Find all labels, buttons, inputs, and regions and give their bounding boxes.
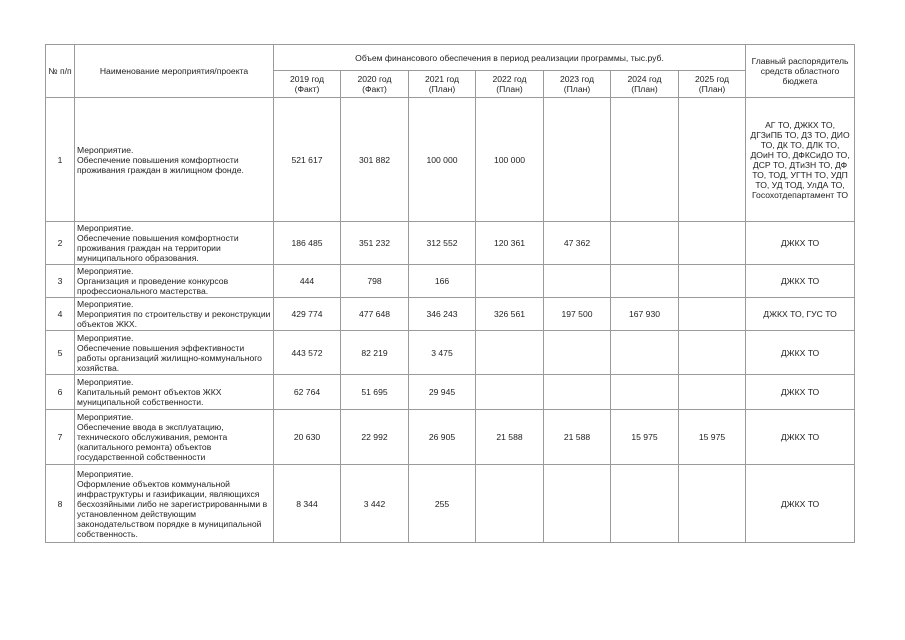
row-number: 4 bbox=[46, 298, 75, 331]
header-year-label: 2024 год bbox=[627, 74, 662, 84]
row-distributor: ДЖКХ ТО bbox=[746, 331, 855, 375]
header-year-type: (План) bbox=[698, 84, 726, 94]
row-value bbox=[679, 465, 746, 543]
row-value: 21 588 bbox=[476, 410, 544, 465]
header-year bbox=[679, 71, 746, 98]
row-value: 477 648 bbox=[341, 298, 409, 331]
row-name: Мероприятие. Организация и проведение конкурсов профессионального мастерства. bbox=[75, 265, 274, 298]
row-name: Мероприятие. Мероприятия по строительству и реконструкции объектов ЖКХ. bbox=[75, 298, 274, 331]
row-value: 326 561 bbox=[476, 298, 544, 331]
header-year bbox=[341, 71, 409, 98]
row-name: Мероприятие. Обеспечение повышения эффективности работы организаций жилищно-коммунального хозяйства. bbox=[75, 331, 274, 375]
row-value: 255 bbox=[409, 465, 476, 543]
row-value bbox=[611, 265, 679, 298]
header-year-label: 2023 год bbox=[559, 74, 595, 84]
row-value: 346 243 bbox=[409, 298, 476, 331]
header-funding: Объем финансового обеспечения в период реализации программы, тыс.руб. bbox=[274, 45, 746, 71]
row-value: 22 992 bbox=[341, 410, 409, 465]
row-value bbox=[611, 222, 679, 265]
row-value bbox=[679, 375, 746, 410]
row-value: 62 764 bbox=[274, 375, 341, 410]
row-value bbox=[476, 265, 544, 298]
header-year bbox=[611, 71, 679, 98]
row-value bbox=[611, 98, 679, 222]
row-value: 798 bbox=[341, 265, 409, 298]
row-number: 1 bbox=[46, 98, 75, 222]
row-value bbox=[679, 265, 746, 298]
header-year bbox=[476, 71, 544, 98]
row-distributor: ДЖКХ ТО bbox=[746, 265, 855, 298]
row-value bbox=[476, 465, 544, 543]
row-value: 521 617 bbox=[274, 98, 341, 222]
header-year-type: (План) bbox=[428, 84, 456, 94]
row-value: 29 945 bbox=[409, 375, 476, 410]
row-value bbox=[611, 465, 679, 543]
row-name: Мероприятие. Обеспечение повышения комфортности проживания граждан на территории муниципального образования. bbox=[75, 222, 274, 265]
row-distributor: АГ ТО, ДЖКХ ТО, ДГЗиПБ ТО, ДЗ ТО, ДИО ТО, ДК ТО, ДЛК ТО, ДОиН ТО, ДФКСиДО ТО, ДСР ТО, ДТиЗН ТО, ДФ ТО, ТОД, УГТН ТО, УДП ТО, УД ТОД, УлДА ТО, Госохотдепартамент ТО bbox=[746, 98, 855, 222]
row-name: Мероприятие. Обеспечение повышения комфортности проживания граждан в жилищном фонде. bbox=[75, 98, 274, 222]
table-row bbox=[46, 98, 855, 222]
row-value: 166 bbox=[409, 265, 476, 298]
header-year-type: (План) bbox=[563, 84, 591, 94]
row-value bbox=[611, 375, 679, 410]
row-value: 351 232 bbox=[341, 222, 409, 265]
table-row bbox=[46, 375, 855, 410]
row-value: 51 695 bbox=[341, 375, 409, 410]
header-name: Наименование мероприятия/проекта bbox=[75, 45, 274, 98]
header-year bbox=[274, 71, 341, 98]
row-value: 312 552 bbox=[409, 222, 476, 265]
row-value: 8 344 bbox=[274, 465, 341, 543]
header-year-label: 2019 год bbox=[289, 74, 325, 84]
table-row bbox=[46, 465, 855, 543]
row-value: 120 361 bbox=[476, 222, 544, 265]
row-distributor: ДЖКХ ТО bbox=[746, 465, 855, 543]
row-value: 429 774 bbox=[274, 298, 341, 331]
header-year-type: (План) bbox=[496, 84, 523, 94]
row-value: 15 975 bbox=[611, 410, 679, 465]
header-year-label: 2020 год bbox=[357, 74, 392, 84]
header-distributor: Главный распорядитель средств областного бюджета bbox=[746, 45, 855, 98]
row-distributor: ДЖКХ ТО, ГУС ТО bbox=[746, 298, 855, 331]
row-value bbox=[611, 331, 679, 375]
row-number: 2 bbox=[46, 222, 75, 265]
row-name: Мероприятие. Обеспечение ввода в эксплуатацию, технического обслуживания, ремонта (капитального ремонта) объектов государственной собственности bbox=[75, 410, 274, 465]
header-year-label: 2021 год bbox=[424, 74, 460, 84]
header-year-type: (План) bbox=[631, 84, 658, 94]
row-value bbox=[679, 331, 746, 375]
row-value bbox=[544, 465, 611, 543]
table-row bbox=[46, 298, 855, 331]
table-body bbox=[46, 98, 855, 543]
row-value: 3 475 bbox=[409, 331, 476, 375]
row-name: Мероприятие. Капитальный ремонт объектов ЖКХ муниципальной собственности. bbox=[75, 375, 274, 410]
table-row bbox=[46, 222, 855, 265]
row-number: 7 bbox=[46, 410, 75, 465]
row-value bbox=[544, 331, 611, 375]
row-value: 301 882 bbox=[341, 98, 409, 222]
table-row bbox=[46, 331, 855, 375]
row-number: 8 bbox=[46, 465, 75, 543]
row-value: 82 219 bbox=[341, 331, 409, 375]
row-value: 197 500 bbox=[544, 298, 611, 331]
row-value bbox=[544, 265, 611, 298]
row-value: 3 442 bbox=[341, 465, 409, 543]
row-value bbox=[679, 222, 746, 265]
row-number: 5 bbox=[46, 331, 75, 375]
row-value bbox=[679, 298, 746, 331]
header-year bbox=[409, 71, 476, 98]
header-year-label: 2025 год bbox=[694, 74, 730, 84]
row-distributor: ДЖКХ ТО bbox=[746, 375, 855, 410]
row-value bbox=[544, 375, 611, 410]
row-value: 20 630 bbox=[274, 410, 341, 465]
row-value bbox=[679, 98, 746, 222]
row-number: 3 bbox=[46, 265, 75, 298]
row-value: 100 000 bbox=[409, 98, 476, 222]
row-value: 186 485 bbox=[274, 222, 341, 265]
funding-table bbox=[45, 44, 855, 543]
row-number: 6 bbox=[46, 375, 75, 410]
row-name: Мероприятие. Оформление объектов коммунальной инфраструктуры и газификации, являющихся бесхозяйными либо не зарегистрированными в установленном действующим законодательством порядке в муниципальной собственность. bbox=[75, 465, 274, 543]
header-num: № п/п bbox=[46, 45, 75, 98]
row-value: 21 588 bbox=[544, 410, 611, 465]
row-value bbox=[476, 375, 544, 410]
row-value: 444 bbox=[274, 265, 341, 298]
row-value: 100 000 bbox=[476, 98, 544, 222]
table-row bbox=[46, 410, 855, 465]
header-year bbox=[544, 71, 611, 98]
header-year-label: 2022 год bbox=[492, 74, 527, 84]
header-year-type: (Факт) bbox=[362, 84, 387, 94]
row-value: 26 905 bbox=[409, 410, 476, 465]
row-value: 47 362 bbox=[544, 222, 611, 265]
header-year-type: (Факт) bbox=[294, 84, 320, 94]
row-value: 15 975 bbox=[679, 410, 746, 465]
row-distributor: ДЖКХ ТО bbox=[746, 222, 855, 265]
row-value: 167 930 bbox=[611, 298, 679, 331]
row-value bbox=[476, 331, 544, 375]
row-value bbox=[544, 98, 611, 222]
row-distributor: ДЖКХ ТО bbox=[746, 410, 855, 465]
row-value: 443 572 bbox=[274, 331, 341, 375]
table-row bbox=[46, 265, 855, 298]
